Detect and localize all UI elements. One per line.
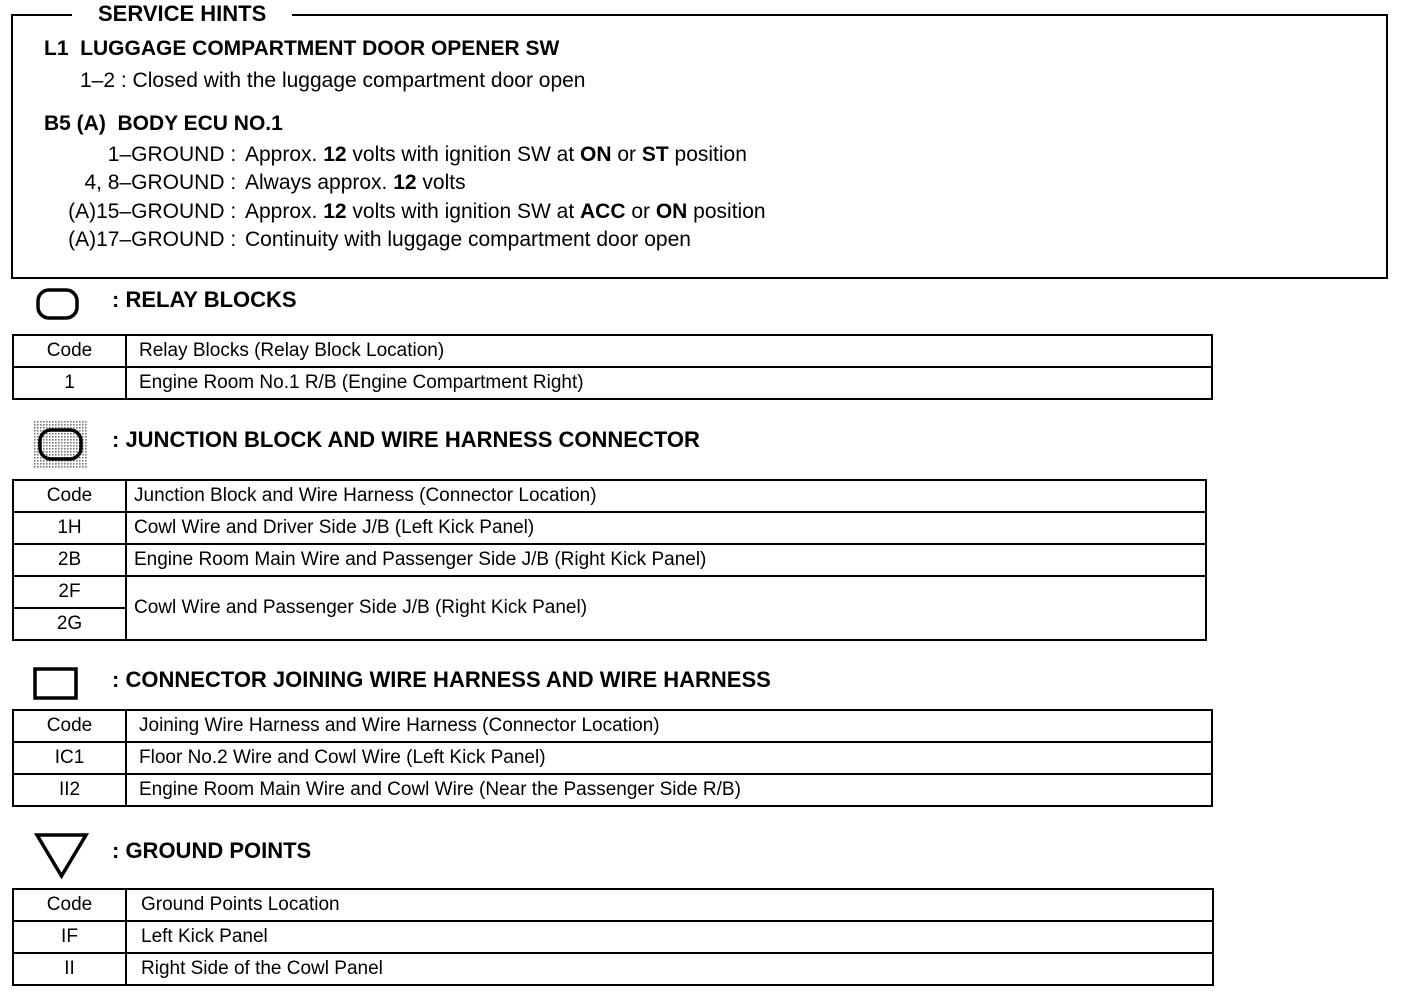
l1-heading: L1 LUGGAGE COMPARTMENT DOOR OPENER SW — [44, 37, 560, 60]
joining-connector-icon — [33, 667, 79, 701]
b5-pin-2: 4, 8–GROUND : — [84, 171, 242, 194]
table-header-row — [13, 480, 1206, 512]
ground-points-title: : GROUND POINTS — [112, 838, 312, 863]
service-hints-title: SERVICE HINTS — [72, 0, 292, 28]
b5-desc-3: Approx. 12 volts with ignition SW at ACC or ON position — [245, 200, 766, 223]
junction-blocks-title: : JUNCTION BLOCK AND WIRE HARNESS CONNECTOR — [112, 427, 700, 452]
b5-pin-4: (A)17–GROUND : — [68, 228, 242, 251]
code-header: Code — [13, 889, 126, 921]
code-cell: 2G — [13, 608, 126, 640]
code-header: Code — [13, 480, 126, 512]
desc-header: Relay Blocks (Relay Block Location) — [126, 335, 1212, 367]
code-cell: 2B — [13, 544, 126, 576]
desc-header: Ground Points Location — [126, 889, 1213, 921]
b5-desc-1: Approx. 12 volts with ignition SW at ON or ST position — [245, 143, 747, 166]
b5-pin-3: (A)15–GROUND : — [68, 200, 242, 223]
table-row — [13, 953, 1213, 985]
table-row — [13, 512, 1206, 544]
desc-cell: Cowl Wire and Driver Side J/B (Left Kick Panel) — [126, 512, 1206, 544]
desc-cell: Engine Room Main Wire and Passenger Side J/B (Right Kick Panel) — [126, 544, 1206, 576]
desc-cell: Right Side of the Cowl Panel — [126, 953, 1213, 985]
joining-connectors-title: : CONNECTOR JOINING WIRE HARNESS AND WIRE HARNESS — [112, 667, 771, 692]
desc-header: Junction Block and Wire Harness (Connector Location) — [126, 480, 1206, 512]
code-cell: 2F — [13, 576, 126, 608]
desc-cell: Engine Room No.1 R/B (Engine Compartment Right) — [126, 367, 1212, 399]
desc-cell: Floor No.2 Wire and Cowl Wire (Left Kick Panel) — [126, 742, 1212, 774]
b5-desc-4: Continuity with luggage compartment door open — [245, 228, 691, 251]
table-row — [13, 576, 1206, 608]
l1-line: 1–2 : Closed with the luggage compartment door open — [80, 69, 586, 92]
relay-block-icon — [36, 288, 80, 320]
relay-blocks-table — [12, 334, 1213, 400]
desc-header: Joining Wire Harness and Wire Harness (Connector Location) — [126, 710, 1212, 742]
code-header: Code — [13, 710, 126, 742]
table-row — [13, 742, 1212, 774]
ground-points-table — [12, 888, 1214, 986]
joining-connectors-table — [12, 709, 1213, 807]
code-cell: II2 — [13, 774, 126, 806]
table-row — [13, 774, 1212, 806]
relay-blocks-title: : RELAY BLOCKS — [112, 287, 297, 312]
b5-desc-2: Always approx. 12 volts — [245, 171, 466, 194]
table-row — [13, 921, 1213, 953]
desc-cell: Left Kick Panel — [126, 921, 1213, 953]
ground-point-icon — [34, 832, 90, 880]
code-cell: 1H — [13, 512, 126, 544]
b5-pin-1: 1–GROUND : — [107, 143, 242, 166]
junction-blocks-table — [12, 479, 1207, 641]
code-cell: 1 — [13, 367, 126, 399]
table-header-row — [13, 710, 1212, 742]
b5-heading: B5 (A) BODY ECU NO.1 — [44, 112, 283, 135]
table-row — [13, 367, 1212, 399]
junction-block-icon — [34, 421, 88, 469]
table-header-row — [13, 889, 1213, 921]
table-row — [13, 544, 1206, 576]
code-header: Code — [13, 335, 126, 367]
desc-cell: Engine Room Main Wire and Cowl Wire (Near the Passenger Side R/B) — [126, 774, 1212, 806]
code-cell: II — [13, 953, 126, 985]
desc-cell: Cowl Wire and Passenger Side J/B (Right Kick Panel) — [126, 576, 1206, 640]
code-cell: IC1 — [13, 742, 126, 774]
code-cell: IF — [13, 921, 126, 953]
table-header-row — [13, 335, 1212, 367]
